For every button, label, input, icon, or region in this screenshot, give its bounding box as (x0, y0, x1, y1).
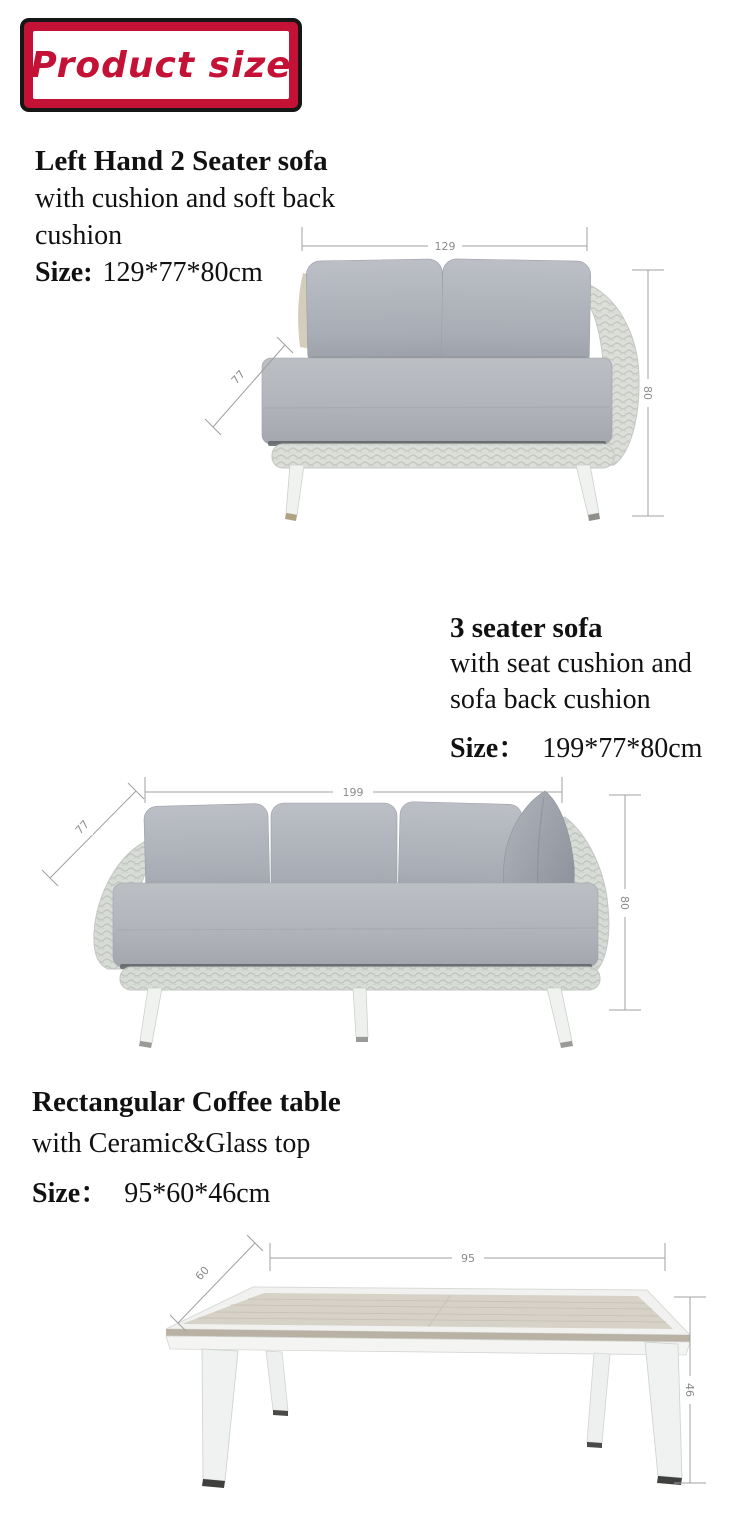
section-title: 3 seater sofa (450, 612, 603, 644)
table-leg (266, 1351, 288, 1411)
dimension-depth-label: 77 (228, 367, 248, 387)
sofa-leg (547, 988, 572, 1043)
dimension-width-label: 199 (342, 786, 364, 799)
table-top-wood (182, 1293, 673, 1329)
wicker-base (272, 444, 614, 468)
seat-cushion (262, 358, 612, 444)
table-body (166, 1287, 690, 1488)
section-title: Rectangular Coffee table (32, 1086, 341, 1118)
section-description-line: cushion (35, 220, 123, 251)
section-3-seater-text (450, 610, 702, 767)
section-title: Left Hand 2 Seater sofa (35, 145, 328, 177)
size-label: Size: (35, 257, 93, 288)
3-seater-sofa-illustration (20, 775, 660, 1060)
sofa-leg (286, 465, 304, 515)
dimension-height-label: 80 (618, 896, 631, 910)
seat-cushion (113, 883, 598, 967)
dimension-width-label: 129 (434, 240, 456, 253)
dimension-width-label: 95 (461, 1252, 475, 1265)
size-value: 129*77*80cm (102, 257, 263, 288)
table-leg-foot (587, 1442, 602, 1448)
table-leg (587, 1353, 610, 1443)
section-description-line: with seat cushion and (450, 648, 692, 679)
section-coffee-table-text (32, 1082, 341, 1214)
sofa-leg (576, 465, 599, 515)
dimension-height-label: 80 (641, 386, 654, 400)
size-value: 199*77*80cm (542, 733, 703, 764)
size-line (450, 731, 702, 767)
dimension-width-line (145, 777, 562, 803)
dimension-width-line (302, 227, 587, 253)
dimension-width-line (270, 1243, 665, 1271)
size-label: Size： (450, 733, 527, 764)
back-cushion (306, 259, 444, 367)
sofa-leg-foot (356, 1037, 368, 1042)
section-description-line: with Ceramic&Glass top (32, 1128, 311, 1159)
dimension-depth-label: 60 (192, 1263, 212, 1283)
size-value: 95*60*46cm (124, 1178, 271, 1209)
back-cushion (441, 259, 591, 370)
sofa-body (94, 791, 609, 1048)
dimension-depth-label: 77 (72, 817, 92, 837)
sofa-body (262, 259, 639, 521)
section-description-line: sofa back cushion (450, 684, 651, 715)
product-size-badge (20, 18, 302, 112)
wicker-base (120, 967, 600, 990)
table-leg-foot (273, 1410, 288, 1416)
section-description-line: with cushion and soft back (35, 183, 336, 214)
table-leg (202, 1349, 238, 1481)
dimension-height-label: 46 (683, 1383, 696, 1397)
size-line (32, 1173, 341, 1214)
left-hand-2-seater-sofa-illustration (170, 215, 680, 535)
dimension-height-line (609, 795, 641, 1010)
rectangular-coffee-table-illustration (150, 1235, 730, 1510)
sofa-leg (353, 988, 368, 1037)
size-label: Size： (32, 1178, 109, 1209)
table-leg (645, 1342, 682, 1478)
page-title: Product size (30, 44, 292, 86)
sofa-leg (140, 988, 162, 1043)
product-size-badge-inner (30, 31, 292, 99)
